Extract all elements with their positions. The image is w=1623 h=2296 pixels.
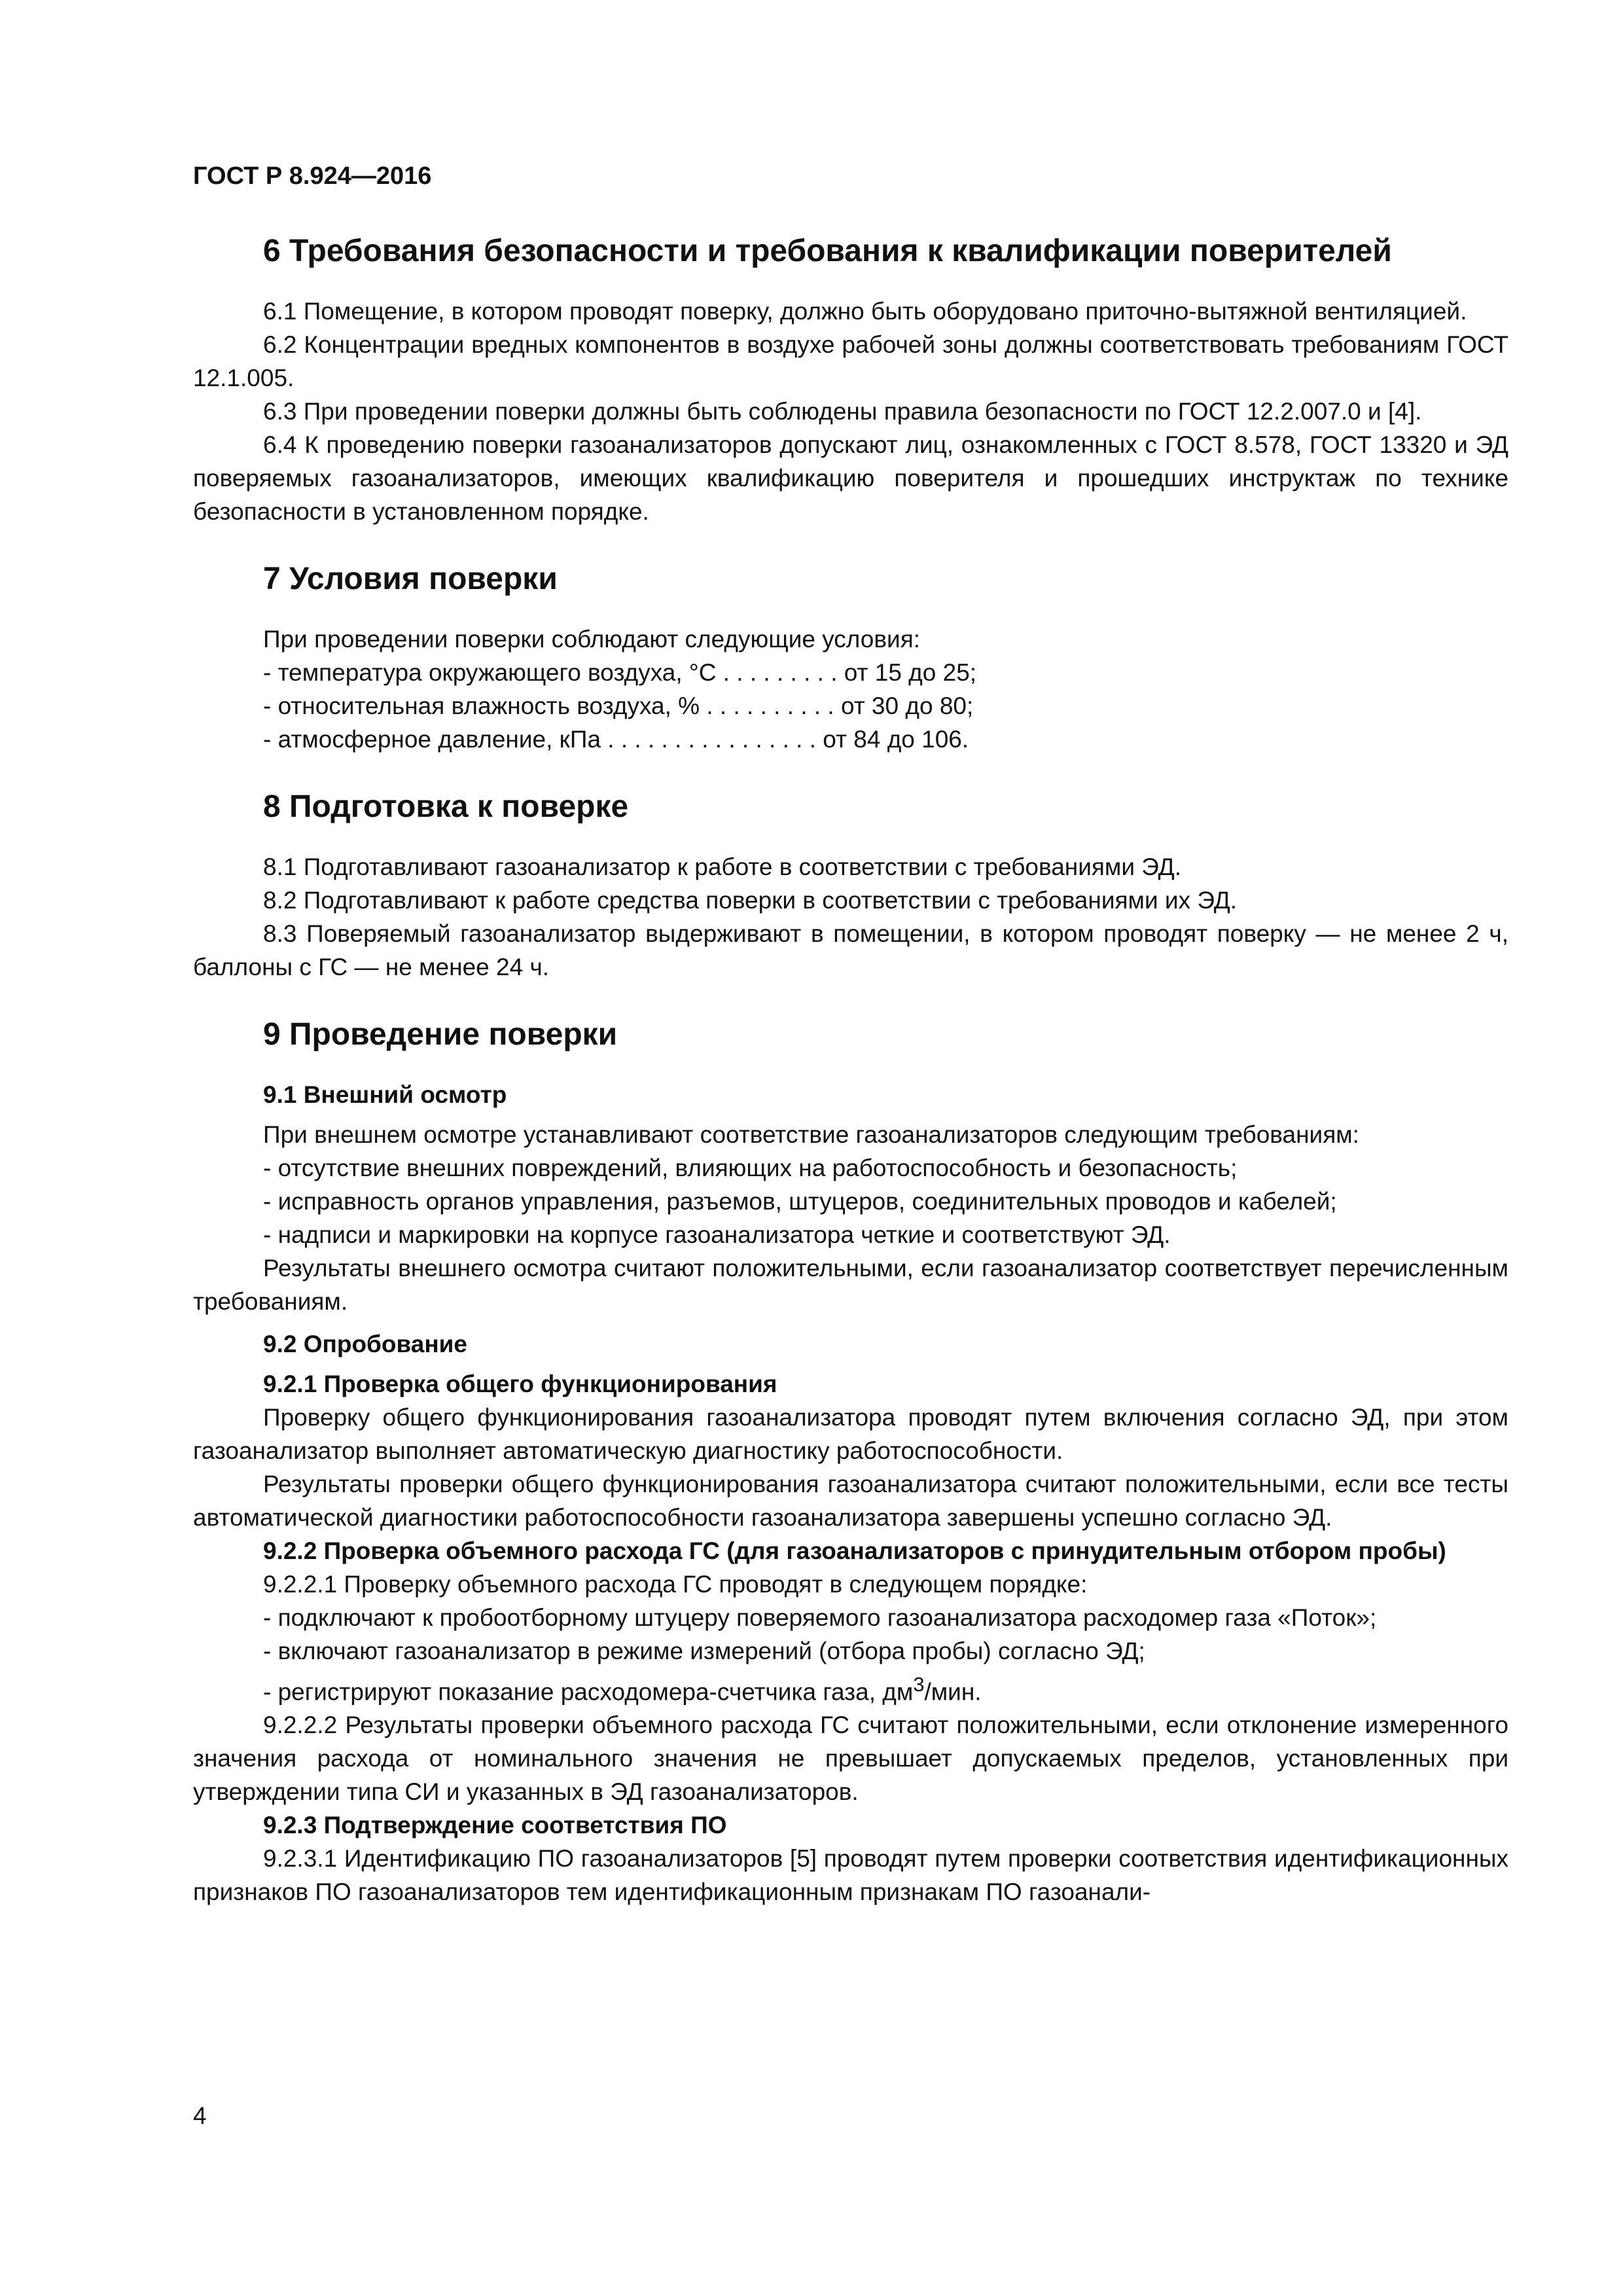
list-item: - исправность органов управления, разъемов, штуцеров, соединительных проводов и кабелей; [263, 1188, 1337, 1215]
unit-superscript: 3 [913, 1673, 925, 1696]
section-9-heading: 9 Проведение поверки [263, 1017, 618, 1052]
section-7-heading: 7 Условия поверки [263, 562, 558, 596]
subsection-9-2-heading: 9.2 Опробование [263, 1331, 468, 1357]
section-6-heading: 6 Требования безопасности и требования к квалификации поверителей [263, 234, 1392, 268]
page-number: 4 [193, 2102, 207, 2129]
paragraph-9-2-3-1: 9.2.3.1 Идентификацию ПО газоанализаторов [5] проводят путем проверки соответствия идентификационных признаков ПО газоанализаторов тем идентификационным признакам ПО газоанали- [193, 1845, 1508, 1906]
paragraph-6-1: 6.1 Помещение, в котором проводят поверку, должно быть оборудовано приточно-вытяжной вентиляцией. [263, 298, 1467, 325]
standard-designation: ГОСТ Р 8.924—2016 [193, 162, 432, 190]
subsection-9-2-3-heading: 9.2.3 Подтверждение соответствия ПО [263, 1812, 727, 1839]
paragraph-8-2: 8.2 Подготавливают к работе средства поверки в соответствии с требованиями их ЭД. [263, 887, 1238, 914]
paragraph-9-2-2-1: 9.2.2.1 Проверку объемного расхода ГС проводят в следующем порядке: [263, 1571, 1088, 1598]
flow-unit-suffix: /мин. [924, 1678, 982, 1706]
list-item: - включают газоанализатор в режиме измерений (отбора пробы) согласно ЭД; [263, 1638, 1145, 1664]
conditions-intro: При проведении поверки соблюдают следующие условия: [263, 626, 921, 653]
subsection-9-2-2-heading: 9.2.2 Проверка объемного расхода ГС (для газоанализаторов с принудительным отбором пробы) [263, 1537, 1446, 1564]
list-item: - надписи и маркировки на корпусе газоанализатора четкие и соответствуют ЭД. [263, 1221, 1171, 1248]
paragraph-6-3: 6.3 При проведении поверки должны быть соблюдены правила безопасности по ГОСТ 12.2.007.0 и [4]. [263, 398, 1422, 425]
paragraph-9-1-intro: При внешнем осмотре устанавливают соответствие газоанализаторов следующим требованиям: [263, 1121, 1359, 1148]
paragraph-9-2-1-b: Результаты проверки общего функционирования газоанализатора считают положительными, если все тесты автоматической диагностики работоспособности газоанализатора завершены успешно согласно ЭД. [193, 1471, 1508, 1531]
list-item: - отсутствие внешних повреждений, влияющих на работоспособность и безопасность; [263, 1155, 1238, 1181]
list-item: - подключают к пробоотборному штуцеру поверяемого газоанализатора расходомер газа «Поток»; [263, 1604, 1377, 1631]
flow-reading-text: - регистрируют показание расходомера-счетчика газа, дм [263, 1678, 914, 1706]
paragraph-8-1: 8.1 Подготавливают газоанализатор к работе в соответствии с требованиями ЭД. [263, 853, 1182, 880]
paragraph-9-1-result: Результаты внешнего осмотра считают положительными, если газоанализатор соответствует перечисленным требованиям. [193, 1255, 1508, 1315]
paragraph-6-2: 6.2 Концентрации вредных компонентов в воздухе рабочей зоны должны соответствовать требованиям ГОСТ 12.1.005. [193, 331, 1508, 391]
subsection-9-1-heading: 9.1 Внешний осмотр [263, 1081, 507, 1108]
list-item-flow-reading [193, 1668, 1508, 1708]
paragraph-6-4: 6.4 К проведению поверки газоанализаторов допускают лиц, ознакомленных с ГОСТ 8.578, ГОСТ 13320 и ЭД поверяемых газоанализаторов, имеющих квалификацию поверителя и прошедших инструктаж по технике безопасности в установленном порядке. [193, 431, 1508, 525]
paragraph-9-2-2-2: 9.2.2.2 Результаты проверки объемного расхода ГС считают положительными, если отклонение измеренного значения расхода от номинального значения не превышает допускаемых пределов, установленных при утверждении типа СИ и указанных в ЭД газоанализаторов. [193, 1712, 1508, 1806]
section-8-heading: 8 Подготовка к поверке [263, 789, 629, 824]
paragraph-8-3: 8.3 Поверяемый газоанализатор выдерживают в помещении, в котором проводят поверку — не менее 2 ч, баллоны с ГС — не менее 24 ч. [193, 920, 1508, 980]
paragraph-9-2-1-a: Проверку общего функционирования газоанализатора проводят путем включения согласно ЭД, при этом газоанализатор выполняет автоматическую диагностику работоспособности. [193, 1404, 1508, 1464]
subsection-9-2-1-heading: 9.2.1 Проверка общего функционирования [263, 1371, 777, 1397]
condition-temperature: - температура окружающего воздуха, °С . . . . . . . . . от 15 до 25; [263, 659, 977, 686]
condition-pressure: - атмосферное давление, кПа . . . . . . . . . . . . . . . . от 84 до 106. [263, 726, 969, 753]
condition-humidity: - относительная влажность воздуха, % . . . . . . . . . . от 30 до 80; [263, 692, 974, 719]
document-body [193, 216, 1508, 1909]
